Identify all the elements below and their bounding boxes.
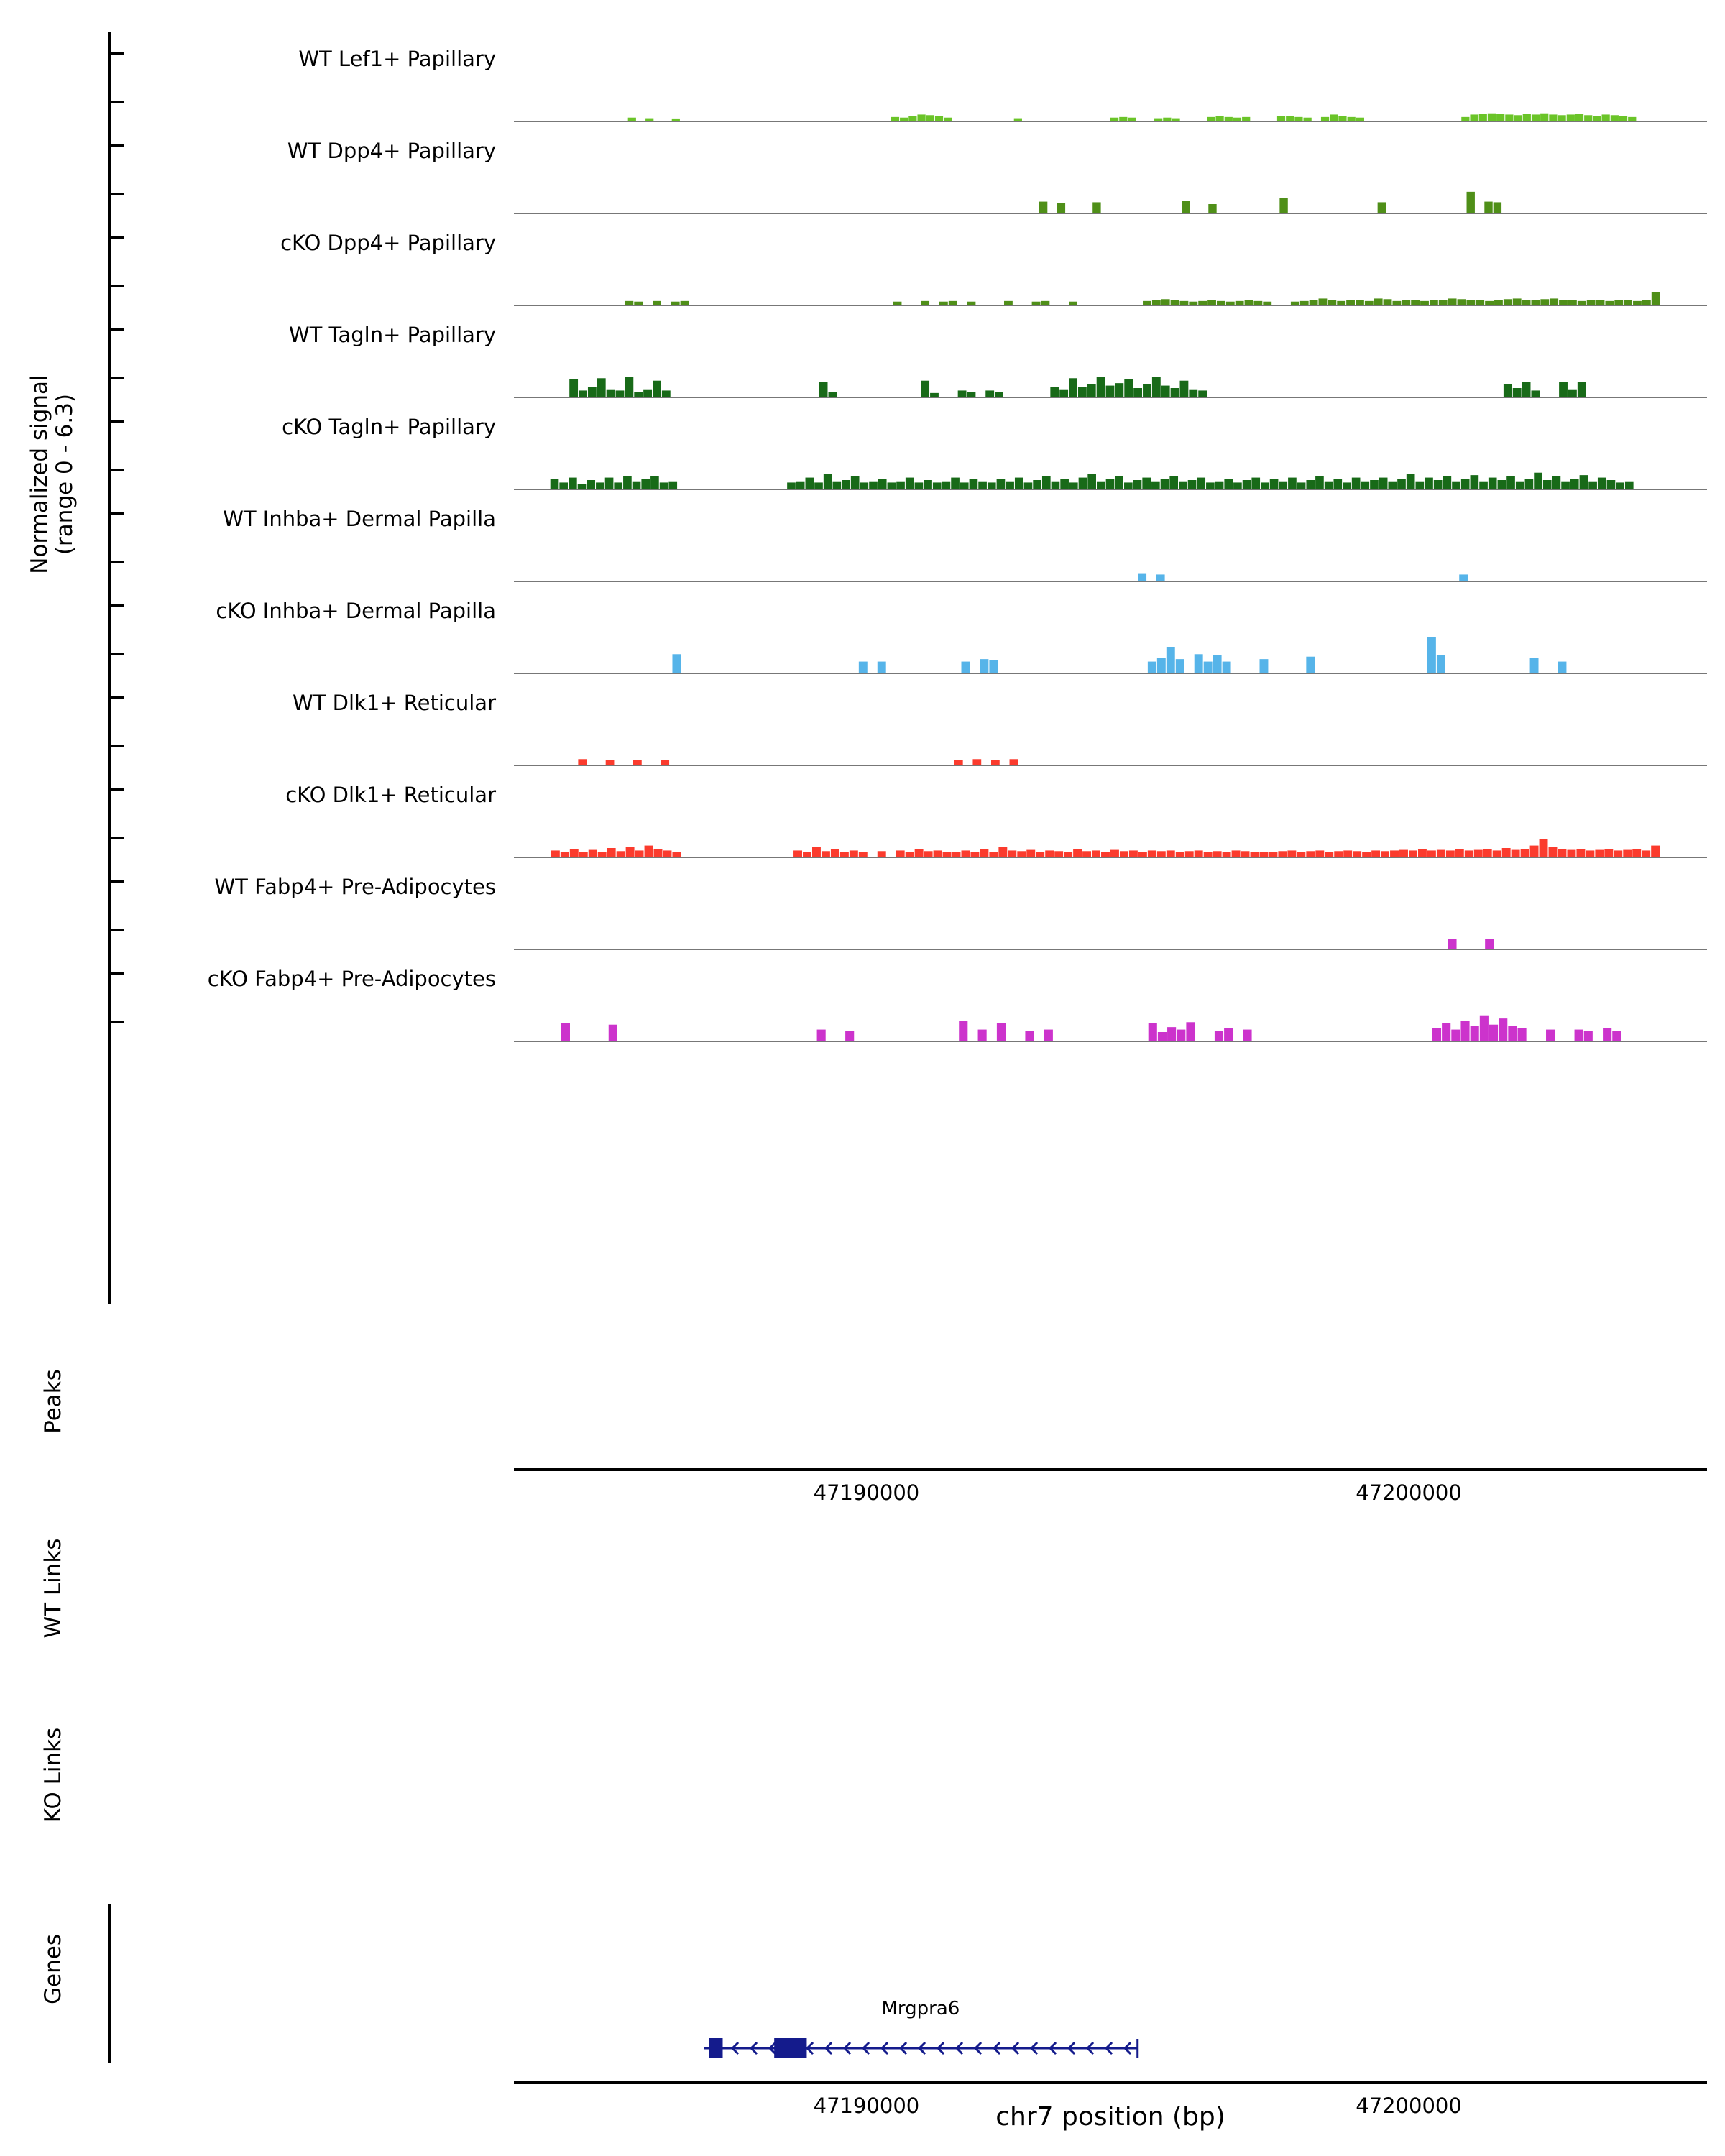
track-plot-0 xyxy=(514,43,1707,122)
signal-axis-tick-mid-1 xyxy=(108,193,124,195)
signal-axis-tick-0 xyxy=(108,52,124,55)
signal-axis-tick-mid-4 xyxy=(108,469,124,471)
panel-label-genes xyxy=(40,1883,66,2055)
bottom-x-tick-0: 47190000 xyxy=(813,2093,920,2118)
track-plot-6 xyxy=(514,595,1707,674)
panel-label-ko-links-text: KO Links xyxy=(40,1727,66,1823)
signal-axis-tick-mid-6 xyxy=(108,653,124,655)
track-plot-4 xyxy=(514,411,1707,490)
panel-label-genes-text: Genes xyxy=(40,1934,66,2004)
track-label-7: WT Dlk1+ Reticular xyxy=(293,691,496,715)
coverage-x-tick-1: 47200000 xyxy=(1356,1480,1462,1505)
track-label-9: WT Fabp4+ Pre-Adipocytes xyxy=(214,875,496,899)
coverage-x-axis-line xyxy=(514,1468,1707,1471)
x-axis-title-text: chr7 position (bp) xyxy=(995,2102,1225,2132)
track-label-1: WT Dpp4+ Papillary xyxy=(287,139,496,163)
track-plot-8 xyxy=(514,779,1707,858)
signal-axis-tick-3 xyxy=(108,328,124,331)
track-plot-2 xyxy=(514,227,1707,306)
gene-model-panel xyxy=(514,1998,1707,2084)
signal-axis-tick-mid-8 xyxy=(108,837,124,839)
track-label-10: cKO Fabp4+ Pre-Adipocytes xyxy=(207,967,496,991)
signal-axis-tick-10 xyxy=(108,972,124,975)
track-plot-5 xyxy=(514,503,1707,582)
track-label-0: WT Lef1+ Papillary xyxy=(298,47,496,71)
panel-label-ko-links xyxy=(40,1682,66,1869)
signal-axis-tick-1 xyxy=(108,144,124,147)
track-label-6: cKO Inhba+ Dermal Papilla xyxy=(216,599,496,623)
signal-axis-tick-6 xyxy=(108,604,124,607)
signal-axis-tick-5 xyxy=(108,512,124,515)
gene-name-0: Mrgpra6 xyxy=(881,1998,960,2019)
signal-axis-bar xyxy=(108,32,111,1304)
panel-label-wt-links xyxy=(40,1495,66,1682)
signal-axis-tick-mid-3 xyxy=(108,377,124,379)
track-label-5: WT Inhba+ Dermal Papilla xyxy=(223,507,496,531)
signal-axis-tick-mid-9 xyxy=(108,929,124,931)
signal-axis-tick-9 xyxy=(108,880,124,883)
y-axis-label-signal xyxy=(27,79,77,870)
coverage-x-tick-0: 47190000 xyxy=(813,1480,920,1505)
signal-axis-tick-mid-0 xyxy=(108,101,124,103)
track-label-8: cKO Dlk1+ Reticular xyxy=(285,783,496,807)
track-plot-1 xyxy=(514,135,1707,214)
panel-label-peaks xyxy=(40,1322,66,1480)
bottom-x-axis-line xyxy=(514,2081,1707,2084)
panel-label-peaks-text: Peaks xyxy=(40,1369,66,1434)
y-axis-label-signal-line2: (range 0 - 6.3) xyxy=(51,393,78,556)
signal-axis-tick-mid-7 xyxy=(108,745,124,747)
signal-axis-tick-mid-2 xyxy=(108,285,124,287)
track-plot-3 xyxy=(514,319,1707,398)
x-axis-title xyxy=(514,2102,1707,2132)
panel-label-wt-links-text: WT Links xyxy=(40,1538,66,1639)
signal-axis-tick-mid-5 xyxy=(108,561,124,563)
track-plot-9 xyxy=(514,871,1707,950)
signal-axis-tick-2 xyxy=(108,236,124,239)
genes-axis-bar xyxy=(108,1904,111,2063)
bottom-x-tick-1: 47200000 xyxy=(1356,2093,1462,2118)
track-label-4: cKO Tagln+ Papillary xyxy=(282,415,496,439)
signal-axis-tick-8 xyxy=(108,788,124,791)
y-axis-label-signal-line1: Normalized signal xyxy=(27,374,52,574)
track-label-3: WT Tagln+ Papillary xyxy=(288,323,496,347)
signal-axis-tick-7 xyxy=(108,696,124,699)
gene-model-0 xyxy=(514,1998,1707,2080)
track-plot-10 xyxy=(514,963,1707,1042)
signal-axis-tick-4 xyxy=(108,420,124,423)
track-label-2: cKO Dpp4+ Papillary xyxy=(280,231,496,255)
track-plot-7 xyxy=(514,687,1707,766)
signal-axis-tick-mid-10 xyxy=(108,1021,124,1023)
